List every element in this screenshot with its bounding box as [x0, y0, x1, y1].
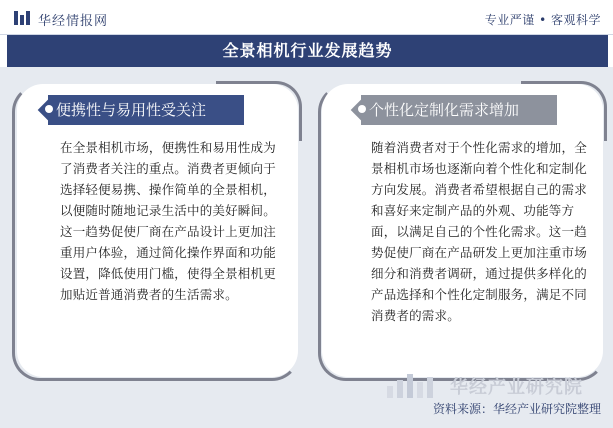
decorative-bars-icon: [385, 372, 445, 398]
brand-name: 华经情报网: [38, 14, 109, 29]
bar-logo-icon: [14, 11, 30, 25]
watermark-text: 华经产业研究院: [450, 377, 583, 398]
trend-body-customization: 随着消费者对于个性化需求的增加，全景相机市场也逐渐向着个性化和定制化方向发展。消费者希望根据自己的需求和喜好来定制产品的外观、功能等方面，以满足自己的个性化需求。这一趋势促使厂商在产品研发上更加注重市场细分和消费者调研，通过提供多样化的产品选择和个性化定制服务，满足不同消费者的需求。: [371, 140, 587, 323]
right-heading-dot: [358, 105, 366, 113]
trend-heading-customization: 个性化定制化需求增加: [361, 95, 557, 125]
source-note: 资料来源：华经产业研究院整理: [432, 402, 601, 416]
top-bar: [0, 0, 613, 34]
trend-body-portability: 在全景相机市场，便携性和易用性成为了消费者关注的重点。消费者更倾向于选择轻便易携、操作简单的全景相机，以便随时随地记录生活中的美好瞬间。这一趋势促使厂商在产品设计上更加注重用户体验，通过简化操作界面和功能设置，降低使用门槛，使得全景相机更加贴近普通消费者的生活需求。: [60, 140, 276, 302]
left-heading-dot: [45, 105, 53, 113]
trend-heading-portability: 便携性与易用性受关注: [48, 95, 244, 125]
page-title: 全景相机行业发展趋势: [222, 41, 393, 60]
title-bar: [7, 35, 608, 67]
slogan: 专业严谨 • 客观科学: [484, 13, 601, 27]
